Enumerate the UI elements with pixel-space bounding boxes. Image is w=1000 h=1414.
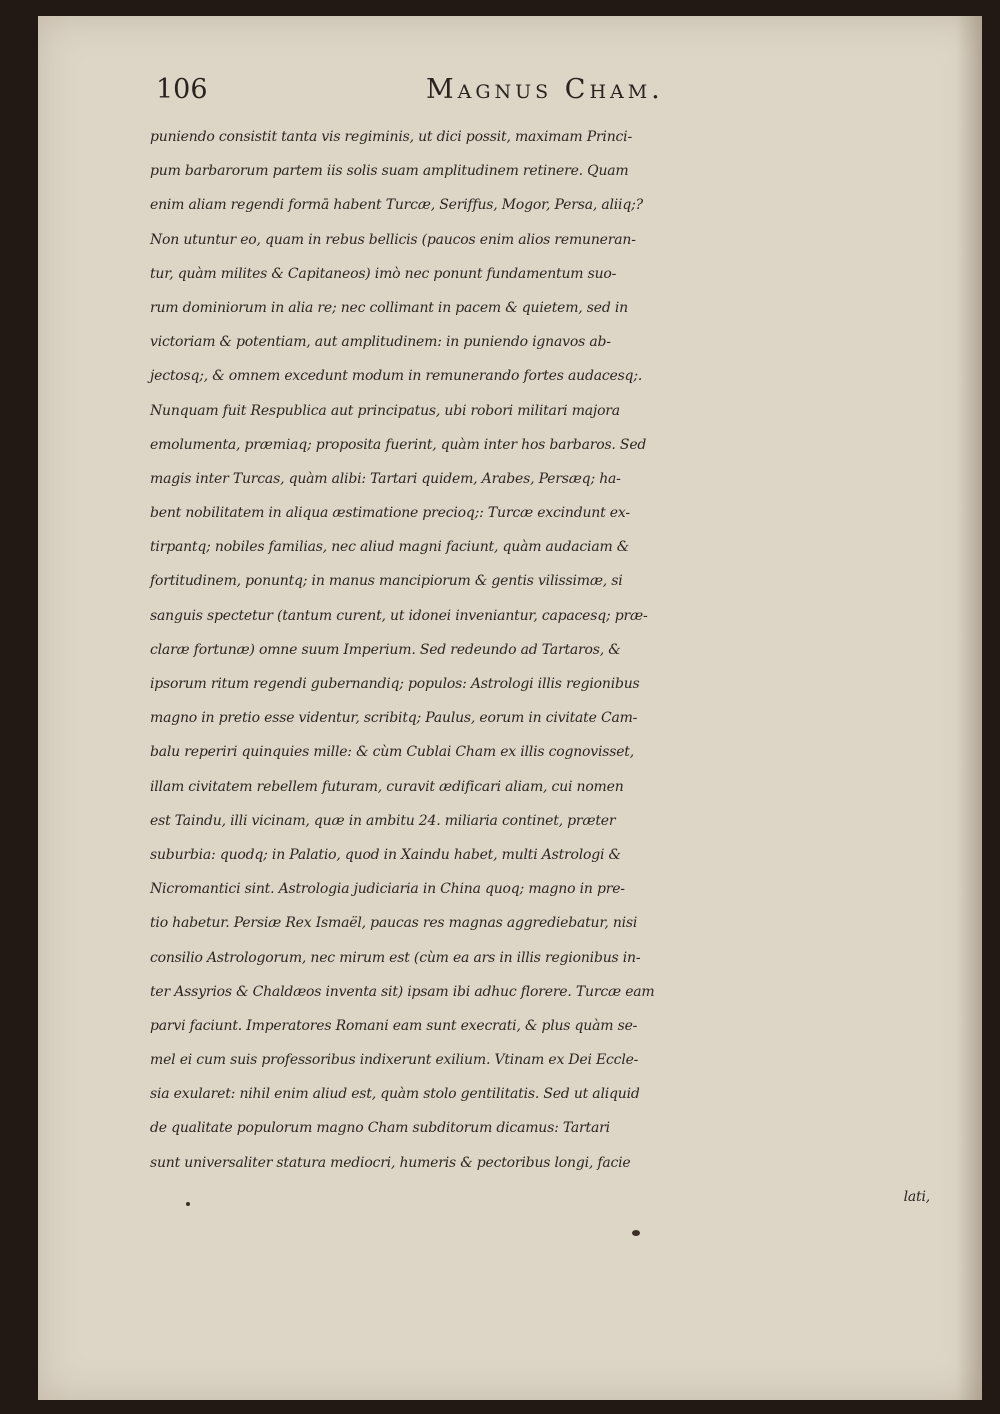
ink-speck: [186, 1202, 190, 1206]
body-text: [150, 120, 960, 1214]
text-line: enim aliam regendi formā habent Turcæ, Seriffus, Mogor, Persa, aliiq;?: [150, 197, 643, 214]
text-line: sunt universaliter statura mediocri, humeris & pectoribus longi, facie: [150, 1154, 631, 1171]
text-line: rum dominiorum in alia re; nec collimant in pacem & quietem, sed in: [150, 299, 628, 316]
text-line: ter Assyrios & Chaldæos inventa sit) ipsam ibi adhuc florere. Turcæ eam: [150, 983, 655, 1000]
text-line: tur, quàm milites & Capitaneos) imò nec ponunt fundamentum suo-: [150, 265, 617, 282]
page-number: 106: [156, 74, 208, 105]
text-line: sia exularet: nihil enim aliud est, quàm stolo gentilitatis. Sed ut aliquid: [150, 1086, 640, 1103]
text-line: sanguis spectetur (tantum curent, ut idonei inveniantur, capacesq; præ-: [150, 607, 648, 624]
text-line: parvi faciunt. Imperatores Romani eam sunt execrati, & plus quàm se-: [150, 1017, 638, 1034]
text-line: Non utuntur eo, quam in rebus bellicis (paucos enim alios remuneran-: [150, 231, 636, 248]
text-line: de qualitate populorum magno Cham subditorum dicamus: Tartari: [150, 1120, 610, 1137]
text-line: Nicromantici sint. Astrologia judiciaria in China quoq; magno in pre-: [150, 881, 625, 898]
text-line: magno in pretio esse videntur, scribitq; Paulus, eorum in civitate Cam-: [150, 710, 638, 727]
text-line: illam civitatem rebellem futuram, curavit ædificari aliam, cui nomen: [150, 778, 624, 795]
text-line: emolumenta, præmiaq; proposita fuerint, quàm inter hos barbaros. Sed: [150, 436, 647, 453]
text-line: victoriam & potentiam, aut amplitudinem: in puniendo ignavos ab-: [150, 334, 611, 351]
text-line: Nunquam fuit Respublica aut principatus, ubi robori militari majora: [150, 402, 620, 419]
text-line: bent nobilitatem in aliqua æstimatione precioq;: Turcæ excindunt ex-: [150, 505, 630, 522]
text-line: ipsorum ritum regendi gubernandiq; populos: Astrologi illis regionibus: [150, 676, 640, 692]
text-line: jectosq;, & omnem excedunt modum in remunerando fortes audacesq;.: [150, 368, 643, 385]
text-line: tio habetur. Persiæ Rex Ismaël, paucas res magnas aggrediebatur, nisi: [150, 915, 638, 932]
text-line: est Taindu, illi vicinam, quæ in ambitu 24. miliaria continet, præter: [150, 812, 616, 829]
text-line: claræ fortunæ) omne suum Imperium. Sed redeundo ad Tartaros, &: [150, 641, 621, 658]
text-line: balu reperiri quinquies mille: & cùm Cublai Cham ex illis cognovisset,: [150, 744, 634, 761]
page-header: [156, 74, 936, 114]
text-line: tirpantq; nobiles familias, nec aliud magni faciunt, quàm audaciam &: [150, 539, 630, 556]
text-line: puniendo consistit tanta vis regiminis, ut dici possit, maximam Princi-: [150, 129, 632, 145]
text-line: suburbia: quodq; in Palatio, quod in Xaindu habet, multi Astrologi &: [150, 846, 621, 863]
text-line: mel ei cum suis professoribus indixerunt exilium. Vtinam ex Dei Eccle-: [150, 1052, 639, 1069]
text-line: fortitudinem, ponuntq; in manus mancipiorum & gentis vilissimæ, si: [150, 573, 623, 590]
catchword-line: lati,: [903, 1188, 930, 1205]
text-line: magis inter Turcas, quàm alibi: Tartari quidem, Arabes, Persæq; ha-: [150, 470, 621, 487]
text-line: pum barbarorum partem iis solis suam amplitudinem retinere. Quam: [150, 163, 629, 180]
running-head: Magnus Cham.: [426, 74, 664, 105]
text-line: consilio Astrologorum, nec mirum est (cùm ea ars in illis regionibus in-: [150, 949, 641, 966]
ink-speck: [632, 1230, 640, 1236]
